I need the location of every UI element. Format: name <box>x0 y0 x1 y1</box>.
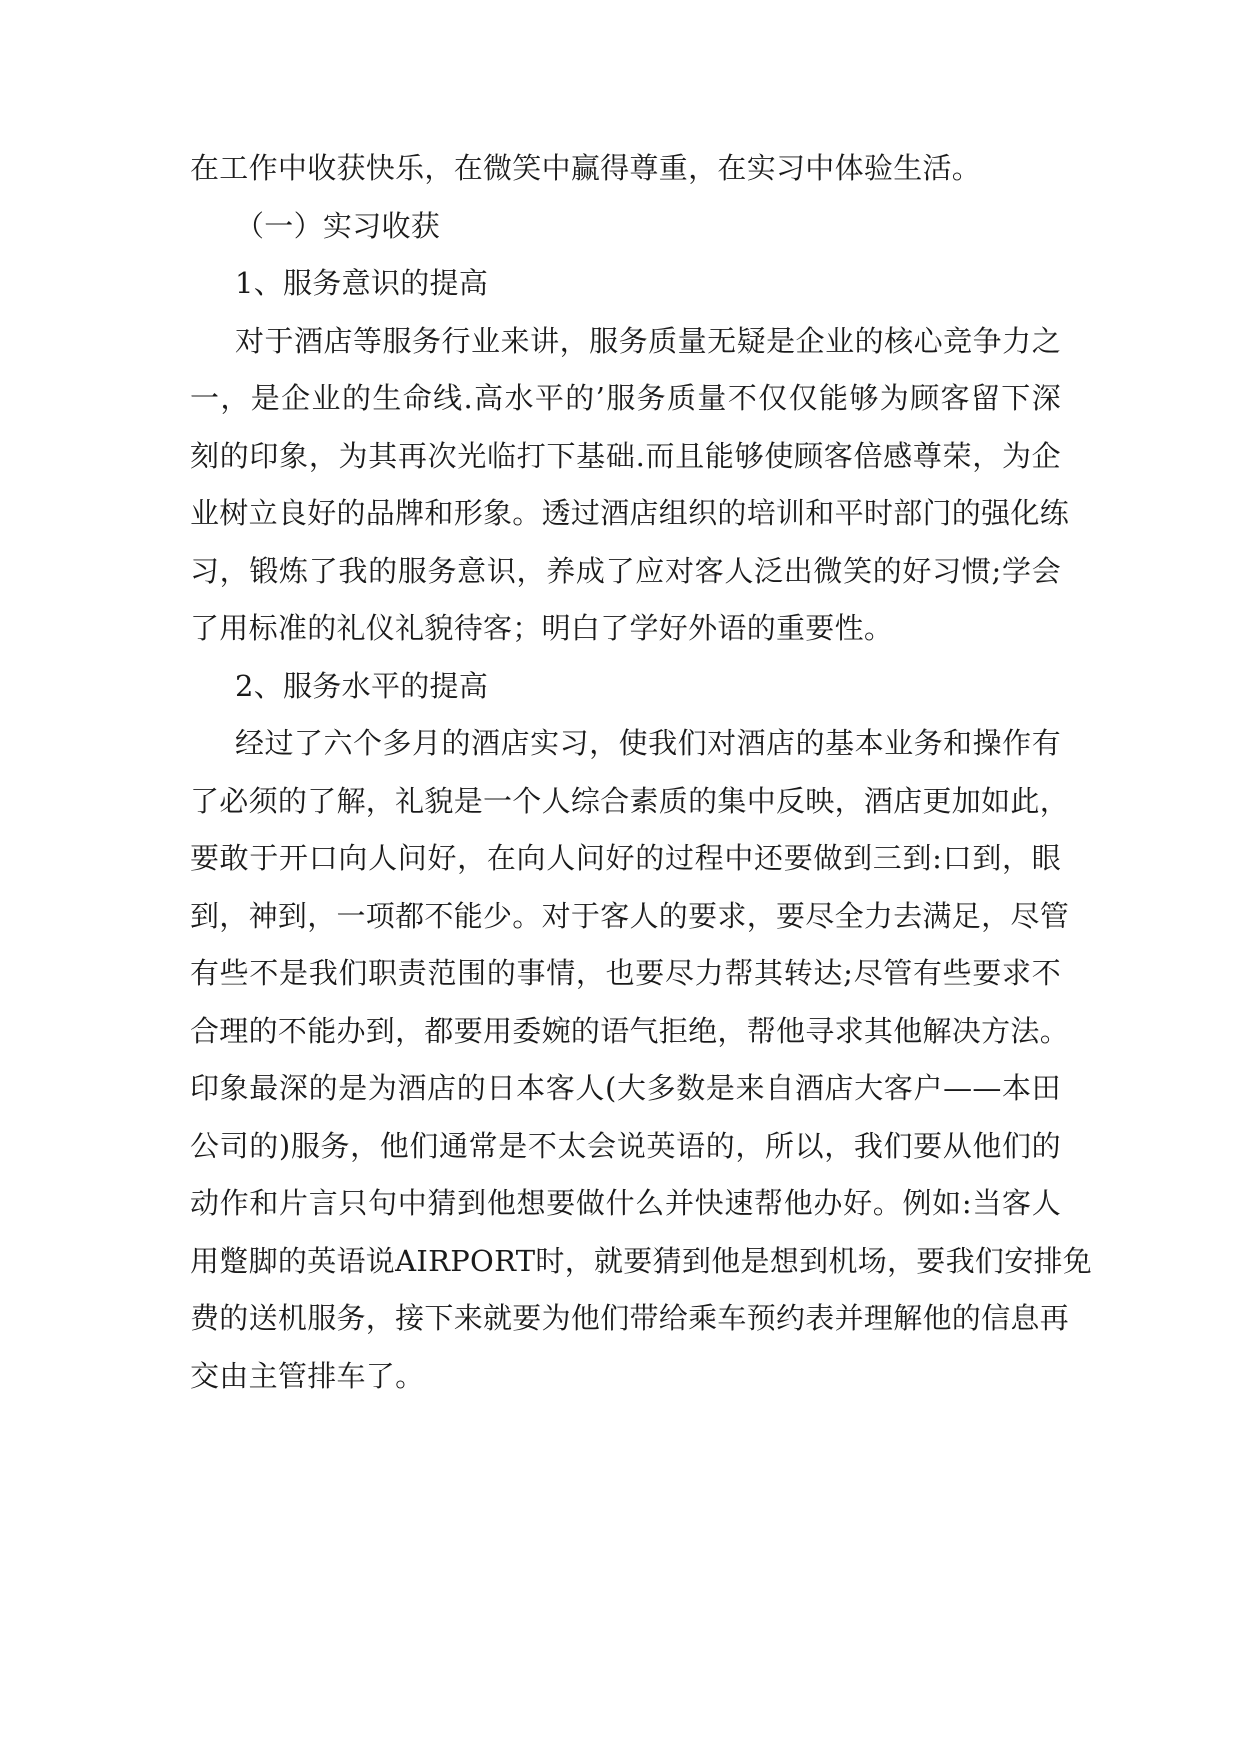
paragraph-line: 公司的)服务，他们通常是不太会说英语的，所以，我们要从他们的 <box>190 1129 1061 1163</box>
paragraph-line: 用蹩脚的英语说AIRPORT时，就要猜到他是想到机场，要我们安排免 <box>190 1244 1093 1278</box>
paragraph-line: 刻的印象，为其再次光临打下基础.而且能够使顾客倍感尊荣，为企 <box>190 439 1061 473</box>
subsection-heading: 1、服务意识的提高 <box>235 266 489 300</box>
paragraph-line: 了必须的了解，礼貌是一个人综合素质的集中反映，酒店更加如此， <box>190 784 1070 818</box>
paragraph-line: 有些不是我们职责范围的事情，也要尽力帮其转达;尽管有些要求不 <box>190 956 1061 990</box>
paragraph-line: 要敢于开口向人问好，在向人问好的过程中还要做到三到:口到，眼 <box>190 841 1061 875</box>
paragraph-line: 业树立良好的品牌和形象。透过酒店组织的培训和平时部门的强化练 <box>190 496 1070 530</box>
paragraph-line: 费的送机服务，接下来就要为他们带给乘车预约表并理解他的信息再 <box>190 1301 1070 1335</box>
paragraph-line: 印象最深的是为酒店的日本客人(大多数是来自酒店大客户——本田 <box>190 1071 1061 1105</box>
paragraph-line: 交由主管排车了。 <box>190 1359 425 1393</box>
subsection-heading: 2、服务水平的提高 <box>235 669 489 703</box>
paragraph-line: 到，神到，一项都不能少。对于客人的要求，要尽全力去满足，尽管 <box>190 899 1070 933</box>
paragraph-line: 合理的不能办到，都要用委婉的语气拒绝，帮他寻求其他解决方法。 <box>190 1014 1070 1048</box>
paragraph-line: 习，锻炼了我的服务意识，养成了应对客人泛出微笑的好习惯;学会 <box>190 554 1061 588</box>
paragraph-line: 在工作中收获快乐，在微笑中赢得尊重，在实习中体验生活。 <box>190 151 982 185</box>
paragraph-line: 对于酒店等服务行业来讲，服务质量无疑是企业的核心竞争力之 <box>235 324 1061 358</box>
paragraph-line: 动作和片言只句中猜到他想要做什么并快速帮他办好。例如:当客人 <box>190 1186 1061 1220</box>
paragraph-line: 经过了六个多月的酒店实习，使我们对酒店的基本业务和操作有 <box>235 726 1061 760</box>
section-heading: （一）实习收获 <box>235 209 441 243</box>
paragraph-line: 了用标准的礼仪礼貌待客；明白了学好外语的重要性。 <box>190 611 894 645</box>
paragraph-line: 一，是企业的生命线.高水平的’服务质量不仅仅能够为顾客留下深 <box>190 381 1061 415</box>
